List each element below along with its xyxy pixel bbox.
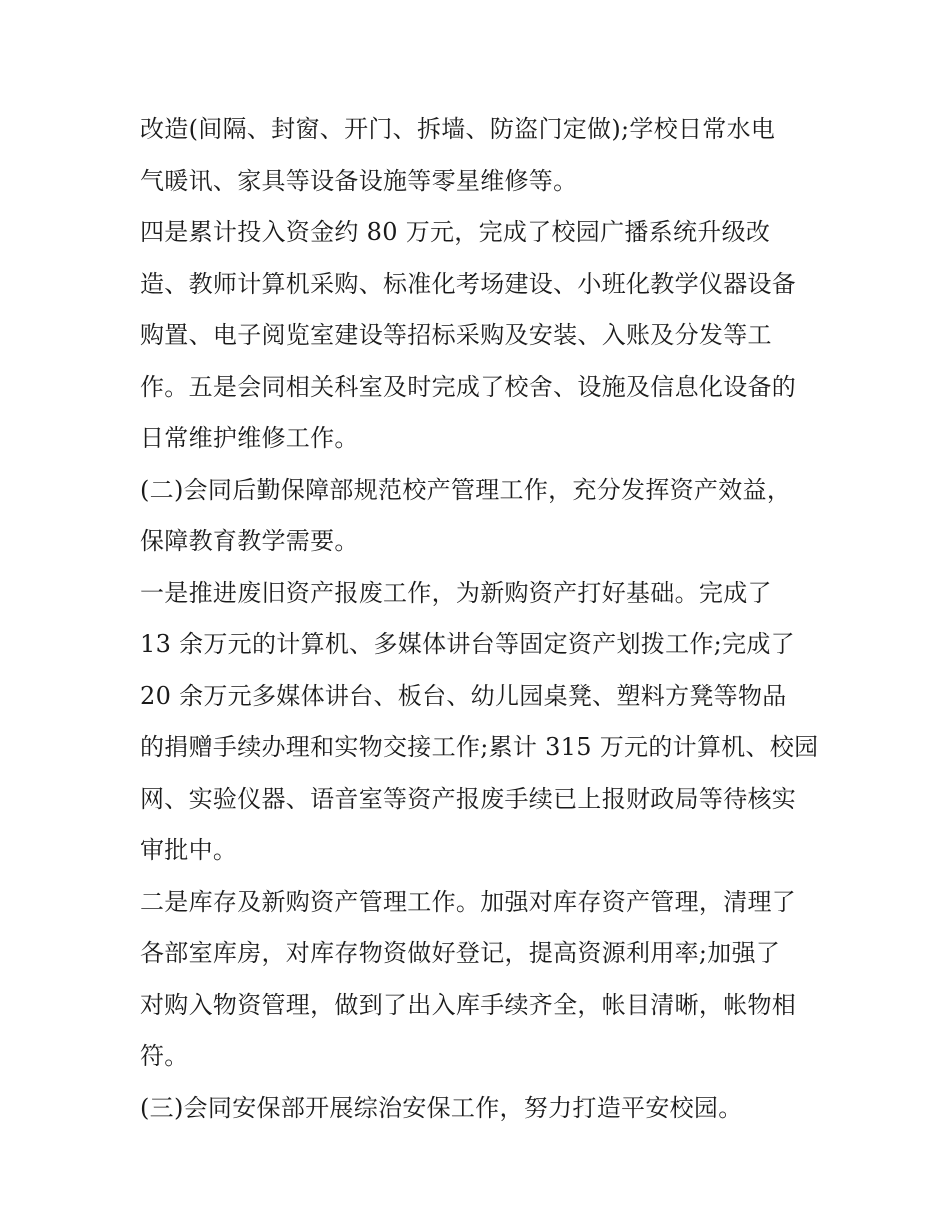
text-line-9: 保障教育教学需要。 (140, 527, 359, 555)
text-line-3: 四是累计投入资金约 80 万元，完成了校园广播系统升级改 (140, 218, 771, 246)
section-heading-3: (三)会同安保部开展综治安保工作，努力打造平安校园。 (140, 1093, 743, 1122)
text-line-18: 对购入物资管理，做到了出入库手续齐全，帐目清晰，帐物相 (140, 990, 797, 1019)
text-line-17: 各部室库房，对库存物资做好登记，提高资源利用率;加强了 (140, 939, 781, 967)
text-line-5: 购置、电子阅览室建设等招标采购及安装、入账及分发等工 (140, 321, 772, 349)
text-line-12: 20 余万元多媒体讲台、板台、幼儿园桌凳、塑料方凳等物品 (140, 681, 787, 710)
text-line-11: 13 余万元的计算机、多媒体讲台等固定资产划拨工作;完成了 (140, 630, 795, 658)
text-line-13: 的捐赠手续办理和实物交接工作;累计 315 万元的计算机、校园 (140, 733, 819, 761)
text-line-10: 一是推进废旧资产报废工作，为新购资产打好基础。完成了 (140, 578, 772, 607)
text-line-7: 日常维护维修工作。 (140, 424, 359, 452)
text-line-14: 网、实验仪器、语音室等资产报废手续已上报财政局等待核实 (140, 784, 797, 813)
section-heading-2: (二)会同后勤保障部规范校产管理工作，充分发挥资产效益， (140, 475, 792, 504)
text-line-15: 审批中。 (140, 836, 238, 864)
text-line-1: 改造(间隔、封窗、开门、拆墙、防盗门定做);学校日常水电 (140, 115, 776, 143)
text-line-6: 作。五是会同相关科室及时完成了校舍、设施及信息化设备的 (140, 372, 797, 401)
text-line-19: 符。 (140, 1042, 189, 1070)
text-line-16: 二是库存及新购资产管理工作。加强对库存资产管理，清理了 (140, 887, 797, 916)
text-line-2: 气暖讯、家具等设备设施等零星维修等。 (140, 166, 578, 195)
document-body (140, 104, 820, 1134)
text-line-4: 造、教师计算机采购、标准化考场建设、小班化教学仪器设备 (140, 269, 797, 298)
